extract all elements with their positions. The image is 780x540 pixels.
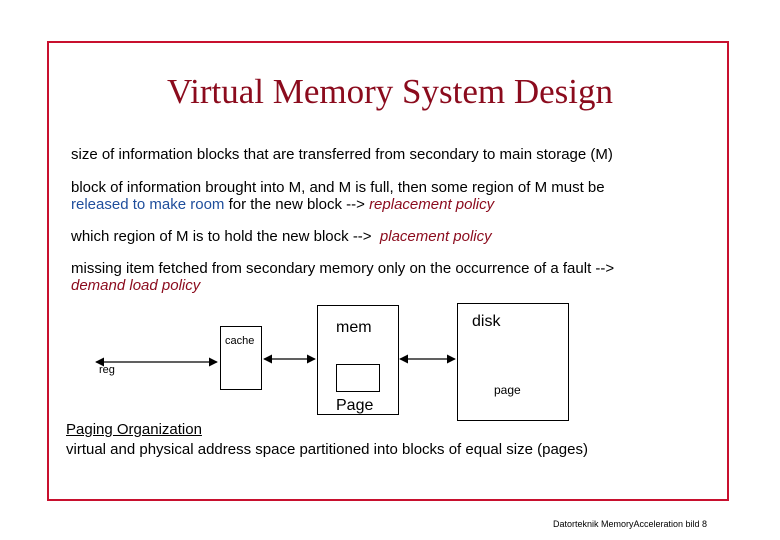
slide-title: Virtual Memory System Design bbox=[166, 72, 614, 111]
replacement-policy-text: replacement policy bbox=[369, 196, 495, 213]
page-label: Page bbox=[336, 397, 374, 414]
memory-page-box bbox=[336, 364, 380, 392]
cache-box bbox=[220, 326, 262, 390]
disk-box bbox=[457, 303, 569, 421]
cache-label: cache bbox=[225, 335, 255, 347]
paging-text: virtual and physical address space partitioned into blocks of equal size (pages) bbox=[66, 441, 588, 458]
released-text: released to make room bbox=[71, 196, 225, 213]
mem-label: mem bbox=[336, 319, 372, 336]
paragraph-demand-load-line1: missing item fetched from secondary memory only on the occurrence of a fault --> bbox=[71, 260, 615, 277]
footer-text: Datorteknik MemoryAcceleration bild 8 bbox=[553, 519, 708, 529]
disk-label: disk bbox=[472, 313, 501, 330]
paragraph-replacement-line1: block of information brought into M, and M is full, then some region of M must be bbox=[71, 179, 605, 196]
new-block-text: for the new block --> bbox=[224, 196, 370, 213]
demand-load-policy-text: demand load policy bbox=[71, 277, 201, 294]
paragraph-block-size: size of information blocks that are transferred from secondary to main storage (M) bbox=[71, 146, 613, 163]
disk-page-label: page bbox=[494, 383, 521, 397]
paging-heading: Paging Organization bbox=[66, 421, 202, 438]
main-memory-box bbox=[317, 305, 399, 415]
placement-text: which region of M is to hold the new block --> bbox=[71, 228, 380, 245]
reg-label: reg bbox=[99, 364, 115, 376]
placement-policy-text: placement policy bbox=[379, 228, 492, 245]
